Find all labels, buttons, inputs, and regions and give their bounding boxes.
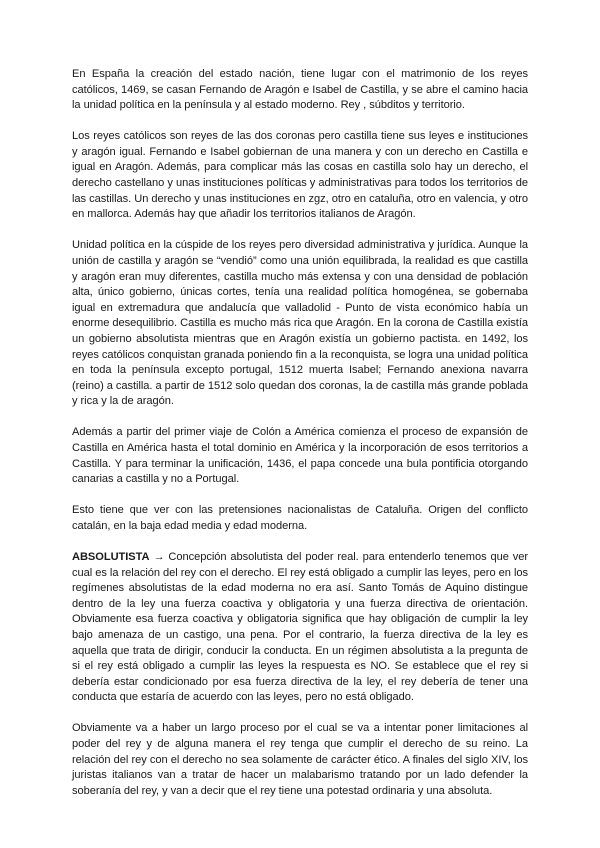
arrow-symbol: →	[149, 550, 169, 563]
paragraph-spacer	[72, 706, 528, 722]
paragraph-limitaciones-poder: Obviamente va a haber un largo proceso por el cual se va a intentar poner limitaciones al poder del rey y de alguna manera el rey tenga que cumplir el derecho de su reino. La relación del rey con el derecho no sea solamente de carácter ético. A finales del siglo XIV, los juristas italianos van a tratar de hacer un malabarismo tratando por un lado defender la soberanía del rey, y van a decir que el rey tiene una potestad ordinaria y una absoluta.	[72, 722, 528, 797]
paragraph-spacer	[72, 223, 528, 239]
paragraph-spacer	[72, 488, 528, 504]
paragraph-absolutista	[72, 550, 528, 706]
paragraph-spacer	[72, 534, 528, 550]
paragraph-conflicto-catalan: Esto tiene que ver con las pretensiones nacionalistas de Cataluña. Origen del conflicto catalán, en la baja edad media y edad moderna.	[72, 504, 528, 532]
paragraph-spacer	[72, 114, 528, 130]
paragraph-spacer	[72, 410, 528, 426]
paragraph-creacion-estado-nacion: En España la creación del estado nación, tiene lugar con el matrimonio de los reyes católicos, 1469, se casan Fernando de Aragón e Isabel de Castilla, y se abre el camino hacia la unidad política en la península y al estado moderno. Rey , súbditos y territorio.	[72, 68, 528, 112]
paragraph-reyes-catolicos-coronas: Los reyes católicos son reyes de las dos coronas pero castilla tiene sus leyes e instituciones y aragón igual. Fernando e Isabel gobiernan de una manera y con un derecho en Castilla e igual en Aragón. Además, para complicar más las cosas en castilla solo hay un derecho, el derecho castellano y unas instituciones políticas y administrativas para todos los territorios de las castillas. Un derecho y unas instituciones en zgz, otro en cataluña, otro en valencia, y otro en mallorca. Además hay que añadir los territorios italianos de Aragón.	[72, 130, 528, 221]
document-body	[72, 67, 528, 799]
absolutista-term: ABSOLUTISTA	[72, 550, 150, 563]
paragraph-expansion-america: Además a partir del primer viaje de Colón a América comienza el proceso de expansión de Castilla en América hasta el total dominio en América y la incorporación de esos territorios a Castilla. Y para terminar la unificación, 1436, el papa concede una bula pontificia otorgando canarias a castilla y no a Portugal.	[72, 426, 528, 486]
absolutista-definition: Concepción absolutista del poder real. para entenderlo tenemos que ver cual es la relación del rey con el derecho. El rey está obligado a cumplir las leyes, pero en los regímenes absolutistas de la edad moderna no era así. Santo Tomás de Aquino distingue dentro de la ley una fuerza coactiva y obligatoria y una fuerza directiva de orientación. Obviamente esa fuerza coactiva y obligatoria significa que hay obligación de cumplir la ley bajo amenaza de un castigo, una pena. Por el contrario, la fuerza directiva de la ley es aquella que trata de dirigir, conducir la conducta. En un régimen absolutista a la pregunta de si el rey está obligado a cumplir las leyes la respuesta es NO. Se establece que el rey si debería estar condicionado por esa fuerza directiva de la ley, el rey debería de tener una conducta que estaría de acuerdo con las leyes, pero no está obligado.	[72, 550, 529, 704]
paragraph-unidad-politica: Unidad política en la cúspide de los reyes pero diversidad administrativa y jurídica. Aunque la unión de castilla y aragón se “vendió” como una unión equilibrada, la realidad es que castilla y aragón eran muy diferentes, castilla mucho más extensa y con una densidad de población alta, único gobierno, únicas cortes, tenía una realidad política homogénea, se gobernaba igual en extremadura que andalucía que valladolid - Punto de vista económico había un enorme desequilibrio. Castilla es mucho más rica que Aragón. En la corona de Castilla existía un gobierno absolutista mientras que en Aragón existía un gobierno pactista. en 1492, los reyes católicos conquistan granada poniendo fin a la reconquista, se logra una unidad política en toda la península excepto portugal, 1512 muerta Isabel; Fernando anexiona navarra (reino) a castilla. a partir de 1512 solo quedan dos coronas, la de castilla más grande poblada y rica y la de aragón.	[72, 239, 529, 408]
